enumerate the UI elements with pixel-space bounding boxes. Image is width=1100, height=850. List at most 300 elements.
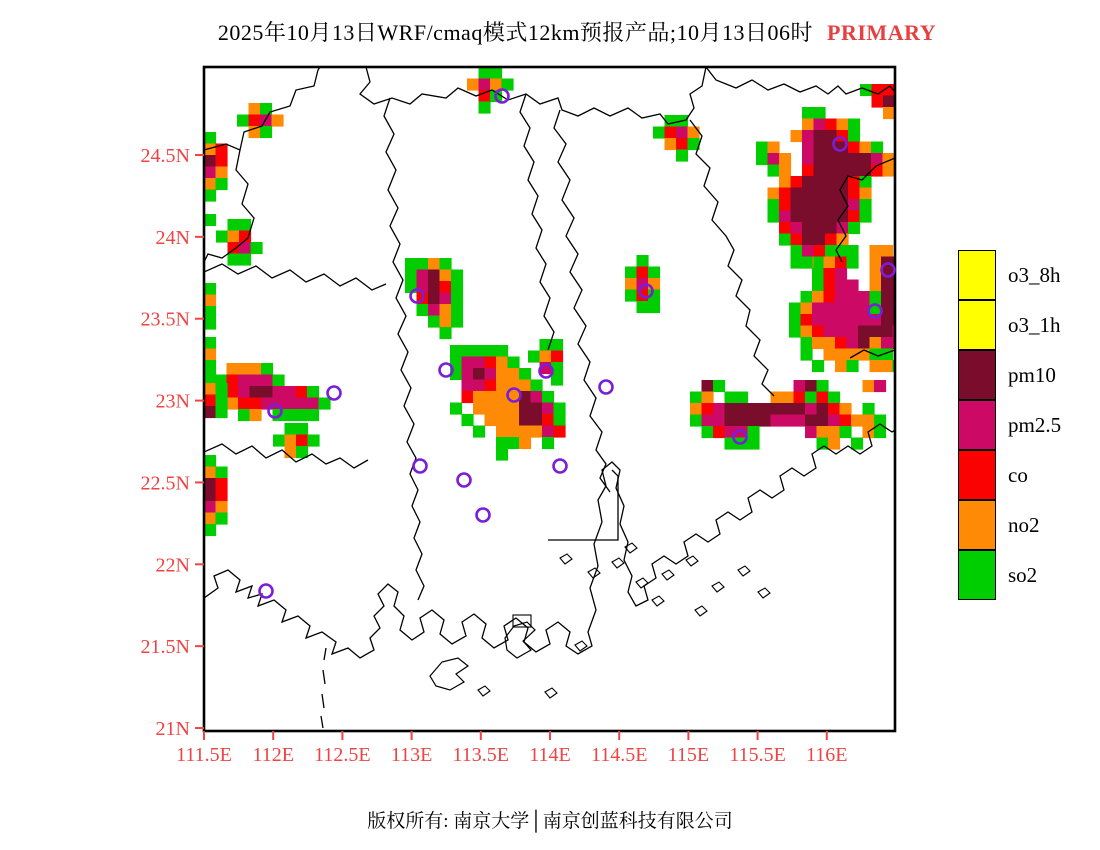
- grid-cell: [261, 398, 273, 410]
- island-outline: [612, 558, 624, 568]
- boundary-line: [324, 648, 326, 660]
- grid-cell: [440, 316, 452, 328]
- grid-cell: [825, 119, 837, 131]
- grid-cell: [249, 103, 261, 115]
- grid-cell: [825, 176, 837, 188]
- grid-cell: [542, 391, 554, 403]
- grid-cell: [228, 254, 240, 266]
- grid-cell: [204, 360, 216, 372]
- grid-cell: [802, 165, 814, 177]
- grid-cell: [273, 375, 285, 387]
- grid-cell: [690, 392, 702, 404]
- grid-cell: [802, 211, 814, 223]
- grid-cell: [285, 435, 297, 447]
- grid-cell: [802, 153, 814, 165]
- island-outline: [695, 606, 707, 616]
- grid-cell: [702, 392, 714, 404]
- grid-cell: [801, 349, 813, 361]
- legend-label: so2: [1008, 563, 1038, 587]
- grid-cell: [216, 501, 228, 513]
- grid-cell: [870, 257, 882, 269]
- grid-cell: [812, 337, 824, 349]
- legend-swatch-o3_1h: [958, 300, 996, 350]
- grid-cell: [779, 176, 791, 188]
- legend-item: [958, 400, 1100, 450]
- grid-cell: [848, 188, 860, 200]
- grid-cell: [847, 314, 859, 326]
- grid-cell: [814, 130, 826, 142]
- grid-cell: [273, 386, 285, 398]
- grid-cell: [756, 142, 768, 154]
- grid-cell: [812, 268, 824, 280]
- station-circle: [458, 474, 471, 487]
- pollutant-legend: [958, 250, 1100, 600]
- x-tick-label: 111.5E: [176, 744, 232, 766]
- grid-cell: [837, 199, 849, 211]
- grid-cell: [802, 176, 814, 188]
- grid-cell: [216, 178, 228, 190]
- grid-cell: [812, 291, 824, 303]
- grid-cell: [768, 188, 780, 200]
- grid-cell: [542, 437, 554, 449]
- grid-cell: [216, 167, 228, 179]
- grid-cell: [428, 258, 440, 270]
- grid-cell: [473, 391, 485, 403]
- grid-cell: [261, 363, 273, 375]
- station-circle: [328, 387, 341, 400]
- grid-cell: [794, 392, 806, 404]
- station-circle: [414, 460, 427, 473]
- legend-swatch-o3_8h: [958, 250, 996, 300]
- grid-cell: [496, 391, 508, 403]
- island-outline: [560, 554, 572, 564]
- grid-cell: [490, 67, 502, 79]
- x-tick-label: 112.5E: [314, 744, 371, 766]
- grid-cell: [508, 368, 520, 380]
- grid-cell: [405, 270, 417, 282]
- grid-cell: [462, 391, 474, 403]
- grid-cell: [508, 357, 520, 369]
- grid-cell: [542, 426, 554, 438]
- grid-cell: [802, 222, 814, 234]
- grid-cell: [779, 234, 791, 246]
- grid-cell: [870, 268, 882, 280]
- grid-cell: [881, 360, 893, 372]
- legend-label: o3_1h: [1008, 313, 1061, 337]
- grid-cell: [802, 188, 814, 200]
- grid-cell: [250, 398, 262, 410]
- legend-label: no2: [1008, 513, 1040, 537]
- legend-item: [958, 250, 1100, 300]
- grid-cell: [250, 409, 262, 421]
- grid-cell: [440, 258, 452, 270]
- grid-cell: [835, 349, 847, 361]
- grid-cell: [791, 245, 803, 257]
- grid-cell: [791, 199, 803, 211]
- grid-cell: [540, 351, 552, 363]
- grid-cell: [848, 119, 860, 131]
- grid-cell: [508, 414, 520, 426]
- boundary-line: [706, 67, 895, 94]
- grid-cell: [794, 380, 806, 392]
- grid-cell: [216, 478, 228, 490]
- grid-cell: [551, 339, 563, 351]
- grid-cell: [688, 127, 700, 139]
- grid-cell: [676, 127, 688, 139]
- grid-cell: [771, 403, 783, 415]
- grid-cell: [496, 403, 508, 415]
- grid-cell: [551, 374, 563, 386]
- legend-swatch-pm10: [958, 350, 996, 400]
- grid-cell: [496, 426, 508, 438]
- grid-cell: [812, 360, 824, 372]
- grid-cell: [204, 283, 216, 295]
- grid-cell: [204, 167, 216, 179]
- x-tick-label: 115.5E: [729, 744, 786, 766]
- grid-cell: [204, 337, 216, 349]
- grid-cell: [250, 386, 262, 398]
- grid-cell: [467, 79, 479, 91]
- grid-cell: [847, 303, 859, 315]
- grid-cell: [238, 409, 250, 421]
- legend-label: pm10: [1008, 363, 1056, 387]
- grid-cell: [817, 380, 829, 392]
- x-tick-label: 114E: [529, 744, 571, 766]
- grid-cell: [736, 403, 748, 415]
- grid-cell: [237, 115, 249, 127]
- grid-cell: [637, 301, 649, 313]
- grid-cell: [284, 398, 296, 410]
- grid-cell: [814, 119, 826, 131]
- boundary-line: [321, 716, 323, 728]
- grid-cell: [881, 314, 893, 326]
- grid-cell: [451, 293, 463, 305]
- grid-cell: [824, 326, 836, 338]
- grid-cell: [713, 403, 725, 415]
- grid-cell: [812, 326, 824, 338]
- grid-cell: [789, 326, 801, 338]
- grid-cell: [554, 414, 566, 426]
- grid-cell: [881, 337, 893, 349]
- grid-cell: [508, 437, 520, 449]
- grid-cell: [285, 446, 297, 458]
- x-tick-label: 112E: [252, 744, 294, 766]
- grid-cell: [228, 219, 240, 231]
- grid-cell: [768, 211, 780, 223]
- grid-cell: [779, 153, 791, 165]
- grid-cell: [736, 415, 748, 427]
- boundary-line: [322, 694, 324, 708]
- grid-cell: [204, 306, 216, 318]
- grid-cell: [835, 337, 847, 349]
- grid-cell: [824, 337, 836, 349]
- grid-cell: [725, 403, 737, 415]
- grid-cell: [496, 414, 508, 426]
- legend-item: [958, 450, 1100, 500]
- grid-cell: [802, 107, 814, 119]
- grid-cell: [817, 392, 829, 404]
- grid-cell: [204, 190, 216, 202]
- grid-cell: [238, 398, 250, 410]
- grid-cell: [847, 291, 859, 303]
- grid-cell: [748, 438, 760, 450]
- grid-cell: [858, 314, 870, 326]
- grid-cell: [519, 403, 531, 415]
- grid-cell: [625, 278, 637, 290]
- grid-cell: [648, 267, 660, 279]
- grid-cell: [250, 375, 262, 387]
- grid-cell: [814, 176, 826, 188]
- grid-cell: [554, 426, 566, 438]
- grid-cell: [801, 257, 813, 269]
- grid-cell: [204, 155, 216, 167]
- grid-cell: [837, 153, 849, 165]
- grid-cell: [874, 380, 886, 392]
- island-outline: [662, 570, 674, 580]
- grid-cell: [473, 426, 485, 438]
- grid-cell: [531, 426, 543, 438]
- grid-cell: [814, 142, 826, 154]
- grid-cell: [824, 303, 836, 315]
- grid-cell: [828, 415, 840, 427]
- grid-cell: [870, 326, 882, 338]
- legend-item: [958, 550, 1100, 600]
- grid-cell: [702, 415, 714, 427]
- grid-cell: [814, 234, 826, 246]
- grid-cell: [428, 270, 440, 282]
- grid-cell: [835, 257, 847, 269]
- grid-cell: [847, 360, 859, 372]
- grid-cell: [847, 280, 859, 292]
- grid-cell: [736, 392, 748, 404]
- grid-cell: [794, 403, 806, 415]
- grid-cell: [204, 478, 216, 490]
- grid-cell: [814, 107, 826, 119]
- grid-cell: [496, 368, 508, 380]
- legend-swatch-no2: [958, 500, 996, 550]
- grid-cell: [840, 426, 852, 438]
- grid-cell: [847, 326, 859, 338]
- grid-cell: [462, 414, 474, 426]
- grid-cell: [881, 303, 893, 315]
- grid-cell: [542, 414, 554, 426]
- grid-cell: [791, 211, 803, 223]
- grid-cell: [531, 380, 543, 392]
- grid-cell: [204, 132, 216, 144]
- grid-cell: [782, 403, 794, 415]
- grid-cell: [824, 268, 836, 280]
- grid-cell: [702, 426, 714, 438]
- grid-cell: [825, 199, 837, 211]
- y-tick-label: 21.5N: [140, 636, 190, 659]
- grid-cell: [779, 211, 791, 223]
- grid-cell: [528, 351, 540, 363]
- grid-cell: [759, 415, 771, 427]
- legend-item: [958, 350, 1100, 400]
- grid-cell: [848, 222, 860, 234]
- grid-cell: [837, 119, 849, 131]
- grid-cell: [485, 414, 497, 426]
- grid-cell: [451, 281, 463, 293]
- grid-cell: [840, 415, 852, 427]
- grid-cell: [296, 409, 308, 421]
- grid-cell: [848, 130, 860, 142]
- grid-cell: [702, 403, 714, 415]
- grid-cell: [473, 357, 485, 369]
- grid-cell: [725, 392, 737, 404]
- grid-cell: [531, 391, 543, 403]
- grid-cell: [450, 345, 462, 357]
- grid-cell: [451, 270, 463, 282]
- grid-cell: [238, 375, 250, 387]
- grid-cell: [771, 392, 783, 404]
- grid-cell: [881, 291, 893, 303]
- grid-cell: [519, 380, 531, 392]
- legend-label: o3_8h: [1008, 263, 1061, 287]
- grid-cell: [825, 188, 837, 200]
- grid-cell: [870, 360, 882, 372]
- grid-cell: [814, 222, 826, 234]
- grid-cell: [791, 176, 803, 188]
- grid-cell: [542, 403, 554, 415]
- grid-cell: [837, 234, 849, 246]
- grid-cell: [870, 280, 882, 292]
- grid-cell: [485, 391, 497, 403]
- grid-cell: [531, 414, 543, 426]
- y-tick-label: 22N: [155, 554, 190, 577]
- boundary-line: [520, 94, 554, 350]
- grid-cell: [284, 386, 296, 398]
- grid-cell: [835, 360, 847, 372]
- grid-cell: [789, 303, 801, 315]
- grid-cell: [473, 403, 485, 415]
- grid-cell: [272, 115, 284, 127]
- grid-cell: [319, 398, 331, 410]
- grid-cell: [405, 258, 417, 270]
- grid-cell: [835, 314, 847, 326]
- grid-cell: [881, 245, 893, 257]
- grid-cell: [801, 326, 813, 338]
- grid-cell: [690, 403, 702, 415]
- grid-cell: [802, 199, 814, 211]
- grid-cell: [496, 357, 508, 369]
- grid-cell: [713, 426, 725, 438]
- grid-cell: [249, 115, 261, 127]
- grid-cell: [812, 314, 824, 326]
- boundary-line: [548, 470, 618, 540]
- grid-cell: [216, 155, 228, 167]
- grid-cell: [847, 245, 859, 257]
- grid-cell: [239, 254, 251, 266]
- x-tick-label: 114.5E: [590, 744, 648, 766]
- grid-cell: [814, 153, 826, 165]
- grid-cell: [860, 188, 872, 200]
- grid-cell: [227, 363, 239, 375]
- grid-cell: [496, 437, 508, 449]
- grid-cell: [204, 318, 216, 330]
- grid-cell: [417, 270, 429, 282]
- island-outline: [430, 658, 468, 690]
- x-tick-label: 116E: [806, 744, 848, 766]
- grid-cell: [881, 326, 893, 338]
- grid-cell: [801, 303, 813, 315]
- boundary-line: [384, 98, 424, 600]
- grid-cell: [508, 426, 520, 438]
- grid-cell: [782, 392, 794, 404]
- grid-cell: [204, 383, 216, 395]
- grid-cell: [216, 406, 228, 418]
- grid-cell: [648, 278, 660, 290]
- grid-cell: [284, 409, 296, 421]
- grid-cell: [837, 188, 849, 200]
- grid-cell: [204, 467, 216, 479]
- grid-cell: [485, 368, 497, 380]
- grid-cell: [440, 281, 452, 293]
- grid-cell: [824, 257, 836, 269]
- grid-cell: [451, 316, 463, 328]
- grid-cell: [462, 368, 474, 380]
- grid-cell: [870, 245, 882, 257]
- grid-cell: [713, 415, 725, 427]
- grid-cell: [216, 490, 228, 502]
- x-tick-label: 113E: [390, 744, 433, 766]
- grid-cell: [428, 281, 440, 293]
- grid-cell: [239, 219, 251, 231]
- grid-cell: [835, 280, 847, 292]
- grid-cell: [308, 435, 320, 447]
- grid-cell: [863, 380, 875, 392]
- grid-cell: [789, 314, 801, 326]
- grid-cell: [858, 291, 870, 303]
- grid-cell: [801, 291, 813, 303]
- station-markers: [260, 90, 895, 598]
- grid-cell: [261, 375, 273, 387]
- grid-cell: [791, 130, 803, 142]
- grid-cell: [261, 386, 273, 398]
- grid-cell: [748, 415, 760, 427]
- grid-cell: [451, 304, 463, 316]
- station-circle: [260, 585, 273, 598]
- grid-cell: [479, 67, 491, 79]
- grid-cell: [554, 403, 566, 415]
- legend-swatch-so2: [958, 550, 996, 600]
- island-outline: [652, 596, 664, 606]
- grid-cell: [824, 280, 836, 292]
- grid-cell: [814, 245, 826, 257]
- legend-item: [958, 500, 1100, 550]
- grid-cell: [216, 383, 228, 395]
- grid-cell: [768, 165, 780, 177]
- y-tick-label: 24N: [155, 226, 190, 249]
- grid-cell: [817, 415, 829, 427]
- grid-cell: [485, 345, 497, 357]
- grid-cell: [428, 304, 440, 316]
- grid-cell: [204, 490, 216, 502]
- grid-cell: [782, 415, 794, 427]
- grid-cell: [817, 403, 829, 415]
- grid-cell: [756, 153, 768, 165]
- grid-cell: [848, 199, 860, 211]
- island-outline: [478, 686, 490, 696]
- grid-cell: [462, 380, 474, 392]
- grid-cell: [860, 142, 872, 154]
- grid-cell: [801, 337, 813, 349]
- grid-cell: [204, 372, 216, 384]
- y-tick-label: 23N: [155, 390, 190, 413]
- grid-cell: [828, 403, 840, 415]
- grid-cell: [496, 345, 508, 357]
- title-primary-tag: PRIMARY: [827, 20, 937, 45]
